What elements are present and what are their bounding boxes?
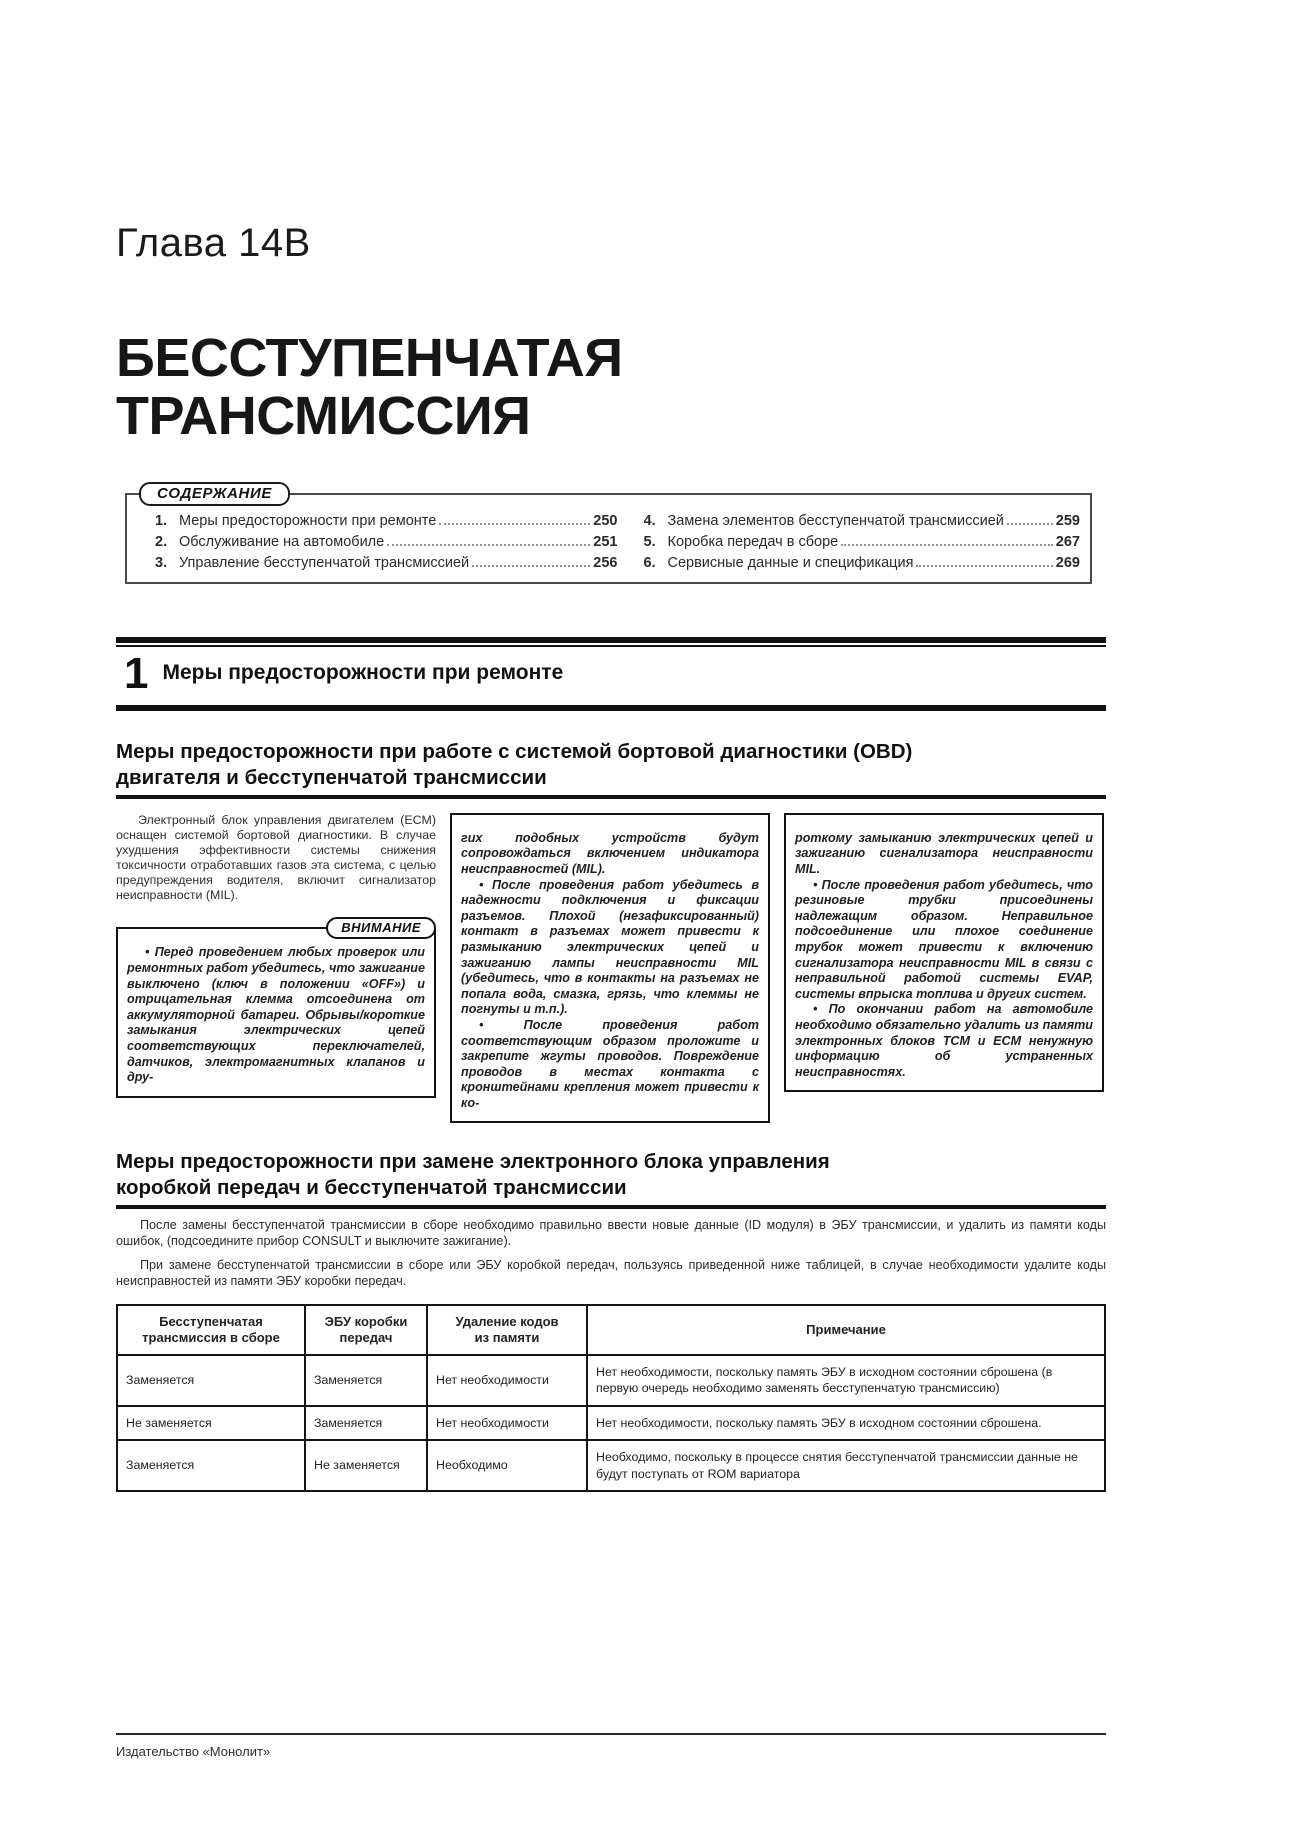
section-rule-bottom [116, 705, 1106, 711]
warning-box-continued-2 [784, 813, 1104, 1093]
cell-transmission: Не заменяется [117, 1406, 305, 1441]
subsection-heading-obd [116, 739, 1106, 799]
toc-item-title: Коробка передач в сборе [667, 533, 839, 550]
footer-divider [116, 1733, 1106, 1735]
cell-note: Необходимо, поскольку в процессе снятия бесступенчатой трансмиссии данные не будут поступать от ROM вариатора [587, 1440, 1105, 1491]
body-column-2 [450, 813, 770, 1124]
table-of-contents [125, 484, 1092, 584]
intro-paragraph-2: При замене бесступенчатой трансмиссии в сборе или ЭБУ коробкой передач, пользуясь приведенной ниже таблицей, в случае необходимости удалите коды неисправностей из памяти ЭБУ коробки передач. [116, 1258, 1106, 1288]
warning-tab-label: ВНИМАНИЕ [326, 917, 436, 939]
cell-note: Нет необходимости, поскольку память ЭБУ в исходном состоянии сброшена (в первую очередь необходимо заменять бесступенчатую трансмиссию) [587, 1355, 1105, 1406]
table-header-cell-transmission [117, 1305, 305, 1355]
table-header-cell-note: Примечание [587, 1305, 1105, 1355]
toc-leader-dots [439, 514, 590, 525]
page-content [116, 0, 1106, 1492]
paragraph-ecm-obd: Электронный блок управления двигателем (ECM) оснащен системой бортовой диагностики. В случае ухудшения эффективности системы снижения токсичности отработавших газов эта система, с целью предупреждения водителя, включит сигнализатор неисправности (MIL). [116, 812, 436, 903]
toc-item-page: 267 [1055, 533, 1080, 550]
toc-leader-dots [841, 535, 1053, 546]
warning-text: • Перед проведением любых проверок или ремонтных работ убедитесь, что зажигание выключено (ключ в положении «OFF») и отрицательная клемма отсоединена от аккумуляторной батареи. Обрывы/короткие замыкания электрических цепей соответствующих переключателей, датчиков, электромагнитных клапанов и дру- [127, 945, 425, 1085]
subhead2-line-2: коробкой передач и бесступенчатой трансмиссии [116, 1176, 627, 1200]
toc-item-number: 3. [155, 554, 168, 571]
contents-box [125, 493, 1092, 584]
toc-item-title: Обслуживание на автомобиле [179, 533, 385, 550]
subsection-heading-tcm-replacement [116, 1149, 1106, 1209]
table-row [117, 1440, 1105, 1491]
chapter-label: Глава 14B [116, 221, 311, 265]
replacement-matrix-table [116, 1304, 1106, 1493]
cell-transmission: Заменяется [117, 1355, 305, 1406]
toc-item-page: 256 [593, 554, 618, 571]
warning-text-part2: • После проведения работ убедитесь в надежности подключения и фиксации разъемов. Плохой (незафиксированный) контакт в разъемах может привести к размыканию электрических цепей и зажиганию лампы неисправности MIL (убедитесь, что в контакты на разъемах не попала вода, смазка, грязь, что клеммы не погнуты и т.п.). [461, 877, 759, 1017]
table-row [117, 1355, 1105, 1406]
page-title-line-2: ТРАНСМИССИЯ [116, 385, 531, 446]
warning-text-part5: • После проведения работ убедитесь, что резиновые трубки присоединены надлежащим образом. Неправильное подсоединение или плохое соединение трубок может привести к включению сигнализатора неисправности MIL в связи с неправильной работой системы EVAP, системы впрыска топлива и других систем. [795, 877, 1093, 1001]
toc-item-title: Сервисные данные и спецификация [667, 554, 914, 571]
header-line-2: передач [339, 1329, 393, 1345]
subhead1-line-1: Меры предосторожности при работе с системой бортовой диагностики (OBD) [116, 740, 913, 764]
section-rule-top [116, 637, 1106, 647]
list-item[interactable] [155, 511, 618, 532]
contents-column-right [618, 511, 1081, 574]
toc-item-page: 250 [593, 512, 618, 529]
toc-item-page: 259 [1055, 512, 1080, 529]
toc-leader-dots [387, 535, 590, 546]
toc-item-title: Управление бесступенчатой трансмиссией [179, 554, 470, 571]
cell-tcm: Не заменяется [305, 1440, 427, 1491]
list-item[interactable] [644, 553, 1081, 574]
table-header-cell-erase-codes [427, 1305, 587, 1355]
list-item[interactable] [155, 532, 618, 553]
warning-text-part4: роткому замыканию электрических цепей и зажиганию сигнализатора неисправности MIL. [795, 830, 1093, 876]
warning-text-part3: • После проведения работ соответствующим образом проложите и закрепите жгуты проводов. Повреждение проводов в местах контакта с кронштейнами крепления может привести к ко- [461, 1017, 759, 1110]
cell-note: Нет необходимости, поскольку память ЭБУ в исходном состоянии сброшена. [587, 1406, 1105, 1441]
body-column-3 [784, 813, 1104, 1124]
toc-item-number: 6. [643, 554, 656, 571]
publisher-footer: Издательство «Монолит» [116, 1744, 271, 1759]
toc-item-number: 2. [155, 533, 168, 550]
toc-item-page: 251 [593, 533, 618, 550]
toc-item-title: Замена элементов бесступенчатой трансмиссией [667, 512, 1004, 529]
warning-text-part1: гих подобных устройств будут сопровождаться включением индикатора неисправностей (MIL). [461, 830, 759, 876]
subhead2-line-1: Меры предосторожности при замене электронного блока управления [116, 1150, 830, 1174]
section-title: Меры предосторожности при ремонте [162, 661, 564, 685]
three-column-body [116, 813, 1106, 1124]
warning-box [116, 920, 436, 1097]
section-number: 1 [124, 648, 149, 698]
list-item[interactable] [644, 532, 1081, 553]
warning-box-continued [450, 813, 770, 1124]
toc-item-page: 269 [1055, 554, 1080, 571]
header-line-1: Бесступенчатая [159, 1313, 263, 1329]
toc-item-number: 5. [643, 533, 656, 550]
cell-erase-codes: Нет необходимости [427, 1355, 587, 1406]
page-title [116, 330, 1106, 446]
header-line-2: трансмиссия в сборе [142, 1329, 280, 1345]
toc-item-number: 4. [643, 512, 656, 529]
toc-item-number: 1. [155, 512, 168, 529]
header-line-1: ЭБУ коробки [324, 1313, 408, 1329]
section-header [116, 637, 1106, 712]
cell-transmission: Заменяется [117, 1440, 305, 1491]
subhead1-line-2: двигателя и бесступенчатой трансмиссии [116, 765, 547, 789]
toc-leader-dots [472, 556, 590, 567]
list-item[interactable] [155, 553, 618, 574]
list-item[interactable] [644, 511, 1081, 532]
page-title-line-1: БЕССТУПЕНЧАТАЯ [116, 328, 623, 388]
contents-column-left [155, 511, 618, 574]
header-line-2: из памяти [474, 1329, 540, 1345]
table-header-row [117, 1305, 1105, 1355]
table-row [117, 1406, 1105, 1441]
toc-leader-dots [1007, 514, 1053, 525]
header-line-1: Удаление кодов [455, 1313, 559, 1329]
cell-tcm: Заменяется [305, 1355, 427, 1406]
cell-tcm: Заменяется [305, 1406, 427, 1441]
table-header-cell-tcm [305, 1305, 427, 1355]
cell-erase-codes: Нет необходимости [427, 1406, 587, 1441]
warning-text-part6: • По окончании работ на автомобиле необходимо обязательно удалить из памяти электронных блоков TCM и ECM ненужную информацию об устраненных неисправностях. [795, 1002, 1093, 1079]
intro-paragraph-1: После замены бесступенчатой трансмиссии в сборе необходимо правильно ввести новые данные (ID модуля) в ЭБУ трансмиссии, и удалить из памяти коды ошибок, (подсоедините прибор CONSULT и выключите зажигание). [116, 1218, 1106, 1248]
cell-erase-codes: Необходимо [427, 1440, 587, 1491]
toc-leader-dots [916, 556, 1052, 567]
contents-tab-label: СОДЕРЖАНИЕ [139, 482, 290, 506]
body-column-1 [116, 813, 436, 1124]
toc-item-title: Меры предосторожности при ремонте [179, 512, 437, 529]
